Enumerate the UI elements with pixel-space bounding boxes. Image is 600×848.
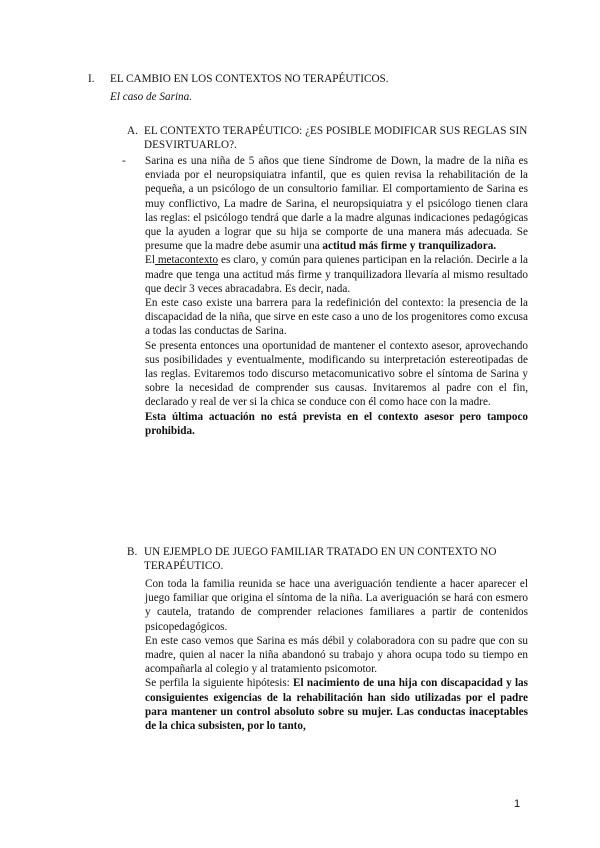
subsection-a-title: EL CONTEXTO TERAPÉUTICO: ¿ES POSIBLE MODIFICAR SUS REGLAS SIN DESVIRTUARLO?.: [144, 125, 528, 152]
paragraph: [145, 253, 528, 296]
paragraph-text: Sarina es una niña de 5 años que tiene Síndrome de Down, la madre de la niña es enviada por el neuropsiquiatra infantil, que es quien revisa la rehabilitación de la pequeña, a un psicólogo de un consultorio familiar. El comportamiento de Sarina es muy conflictivo, La madre de Sarina, el neuropsiquiatra y el psicólogo tienen clara las reglas: el psicólogo tendrá que darle a la madre algunas indicaciones pedagógicas que la ayuden a lograr que su hija se comporte de una manera más adecuada. Se presume que la madre debe asumir una: [145, 155, 528, 253]
list-dash: -: [122, 155, 126, 167]
subsection-b-body: [145, 577, 528, 733]
paragraph: En este caso existe una barrera para la redefinición del contexto: la presencia de la discapacidad de la niña, que sirve en este caso a uno de los progenitores como excusa a todas las conductas de Sarina.: [145, 297, 528, 338]
paragraph: Se presenta entonces una oportunidad de mantener el contexto asesor, aprovechando sus posibilidades y eventualmente, modificando su interpretación estereotipadas de las reglas. Evitaremos todo discurso metacomunicativo sobre el síntoma de Sarina y sobre la necesidad de comprender sus causas. Invitaremos al padre con el fin, declarado y real de ver si la chica se conduce con él como hace con la madre.: [145, 339, 528, 409]
subsection-b-letter: B.: [127, 546, 138, 558]
section-subtitle: El caso de Sarina.: [110, 91, 193, 103]
subsection-a-body: [145, 154, 528, 438]
paragraph-text: es claro, y común para quienes participan en la relación. Decirle a la madre que tenga una actitud más firme y tranquilizadora llevaría al mismo resultado que decir 3 veces abracadabra. Es decir, nada.: [145, 254, 528, 295]
paragraph: En este caso vemos que Sarina es más débil y colaboradora con su padre que con su madre, quien al nacer la niña abandonó su trabajo y ahora ocupa todo su tiempo en acompañarla al colegio y al tratamiento psicomotor.: [145, 634, 528, 676]
underlined-term: metacontexto: [154, 254, 219, 267]
subsection-a-letter: A.: [127, 125, 138, 137]
paragraph: [145, 676, 528, 733]
bold-text: El nacimiento de una hija con discapacidad y las consiguientes exigencias de la rehabilitación han sido utilizadas por el padre para mantener un control absoluto sobre su mujer. Las conductas inaceptables de la chica subsisten, por lo tanto,: [145, 677, 529, 733]
paragraph: [145, 154, 528, 253]
paragraph: Con toda la familia reunida se hace una averiguación tendiente a hacer aparecer el juego familiar que origina el síntoma de la niña. La averiguación se hará con esmero y cautela, tratando de comprender relaciones familiares a partir de contenidos psicopedagógicos.: [145, 578, 528, 633]
page-number: 1: [514, 798, 521, 810]
paragraph-text: Se perfila la siguiente hipótesis:: [145, 677, 294, 690]
paragraph-text: El: [145, 254, 155, 267]
section-title: EL CAMBIO EN LOS CONTEXTOS NO TERAPÉUTICOS.: [110, 73, 389, 85]
subsection-b-title: UN EJEMPLO DE JUEGO FAMILIAR TRATADO EN UN CONTEXTO NO TERAPÉUTICO.: [144, 546, 497, 573]
bold-text: Esta última actuación no está prevista en el contexto asesor pero tampoco prohibida.: [145, 410, 528, 437]
bold-text: actitud más firme y tranquilizadora.: [322, 240, 497, 253]
section-number: I.: [88, 73, 95, 85]
paragraph: [145, 410, 528, 438]
